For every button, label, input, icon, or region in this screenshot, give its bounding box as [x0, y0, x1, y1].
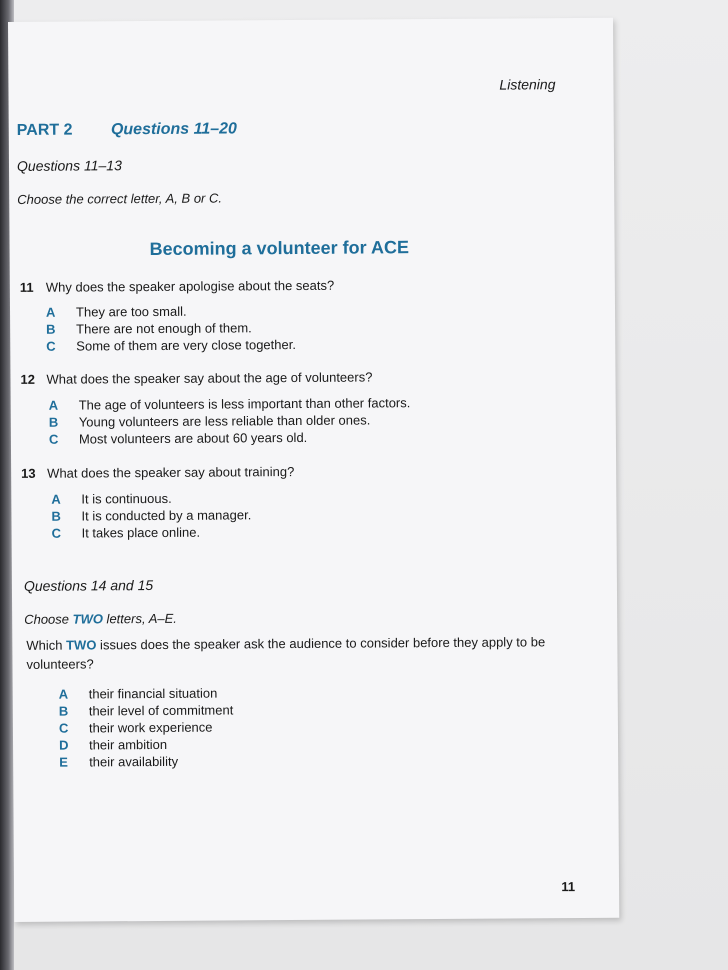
option-text: It is conducted by a manager.	[81, 507, 252, 524]
instruction-emphasis: TWO	[72, 611, 103, 627]
option-c[interactable]	[52, 523, 252, 541]
option-text: their ambition	[88, 736, 168, 753]
instruction-prefix: Choose	[24, 611, 73, 627]
question-emphasis: TWO	[66, 637, 97, 653]
option-text: The age of volunteers is less important than other factors.	[78, 395, 411, 413]
group2-options	[59, 684, 234, 770]
group1-heading: Questions 11–13	[16, 157, 122, 174]
question-text: Why does the speaker apologise about the seats?	[45, 277, 335, 295]
option-text: their availability	[89, 753, 179, 770]
option-text: Some of them are very close together.	[76, 336, 296, 354]
question-11-options	[46, 302, 296, 355]
question-number: 13	[21, 465, 36, 481]
question-number: 12	[20, 371, 36, 387]
question-12	[20, 369, 372, 386]
option-d[interactable]	[59, 735, 234, 753]
box-title: Becoming a volunteer for ACE	[149, 237, 410, 260]
option-letter: C	[46, 338, 56, 354]
question-13-options	[51, 489, 251, 541]
question-prefix: Which	[26, 637, 67, 653]
option-c[interactable]	[46, 336, 296, 355]
option-text: Young volunteers are less reliable than older ones.	[78, 412, 371, 430]
question-suffix: issues does the speaker ask the audience to consider before they apply to be volunteers?	[26, 634, 546, 672]
option-text: their work experience	[88, 719, 213, 736]
option-text: Most volunteers are about 60 years old.	[78, 429, 308, 447]
option-letter: A	[45, 304, 56, 320]
option-letter: E	[59, 754, 68, 770]
instruction-suffix: letters, A–E.	[102, 610, 177, 627]
option-b[interactable]	[49, 411, 411, 431]
option-letter: A	[51, 491, 61, 507]
question-11	[20, 278, 334, 295]
option-text: There are not enough of them.	[76, 320, 252, 337]
option-c[interactable]	[49, 428, 411, 448]
option-b[interactable]	[59, 701, 234, 719]
option-b[interactable]	[51, 506, 251, 524]
option-letter: A	[58, 686, 69, 702]
part-label: PART 2	[16, 121, 73, 139]
option-a[interactable]	[46, 302, 296, 321]
running-head: Listening	[499, 76, 556, 93]
option-letter: B	[46, 321, 56, 337]
part-heading	[17, 120, 237, 140]
option-a[interactable]	[51, 489, 251, 507]
book-page	[8, 18, 619, 922]
question-text: What does the speaker say about training?	[47, 464, 295, 481]
page-number: 11	[561, 879, 576, 895]
option-letter: C	[58, 720, 69, 736]
group2-instruction	[24, 611, 177, 627]
option-c[interactable]	[59, 718, 234, 736]
option-text: their level of commitment	[88, 702, 234, 719]
option-letter: C	[51, 525, 62, 541]
option-b[interactable]	[46, 319, 296, 338]
part-questions-range: Questions 11–20	[110, 120, 237, 139]
option-text: It is continuous.	[81, 490, 172, 507]
group2-question-text	[26, 632, 566, 674]
option-e[interactable]	[59, 752, 234, 770]
option-letter: B	[58, 703, 69, 719]
option-text: They are too small.	[75, 303, 187, 320]
option-letter: D	[58, 737, 69, 753]
option-letter: B	[48, 414, 59, 430]
question-number: 11	[19, 279, 34, 295]
option-letter: A	[48, 397, 59, 413]
option-text: their financial situation	[88, 685, 218, 702]
group2-heading: Questions 14 and 15	[23, 577, 154, 594]
option-letter: B	[51, 508, 61, 524]
question-text: What does the speaker say about the age of volunteers?	[46, 369, 373, 387]
question-13	[21, 464, 294, 481]
option-text: It takes place online.	[81, 524, 201, 541]
question-12-options	[49, 394, 411, 448]
group1-instruction: Choose the correct letter, A, B or C.	[17, 190, 223, 207]
option-a[interactable]	[59, 684, 234, 702]
option-letter: C	[48, 431, 59, 447]
